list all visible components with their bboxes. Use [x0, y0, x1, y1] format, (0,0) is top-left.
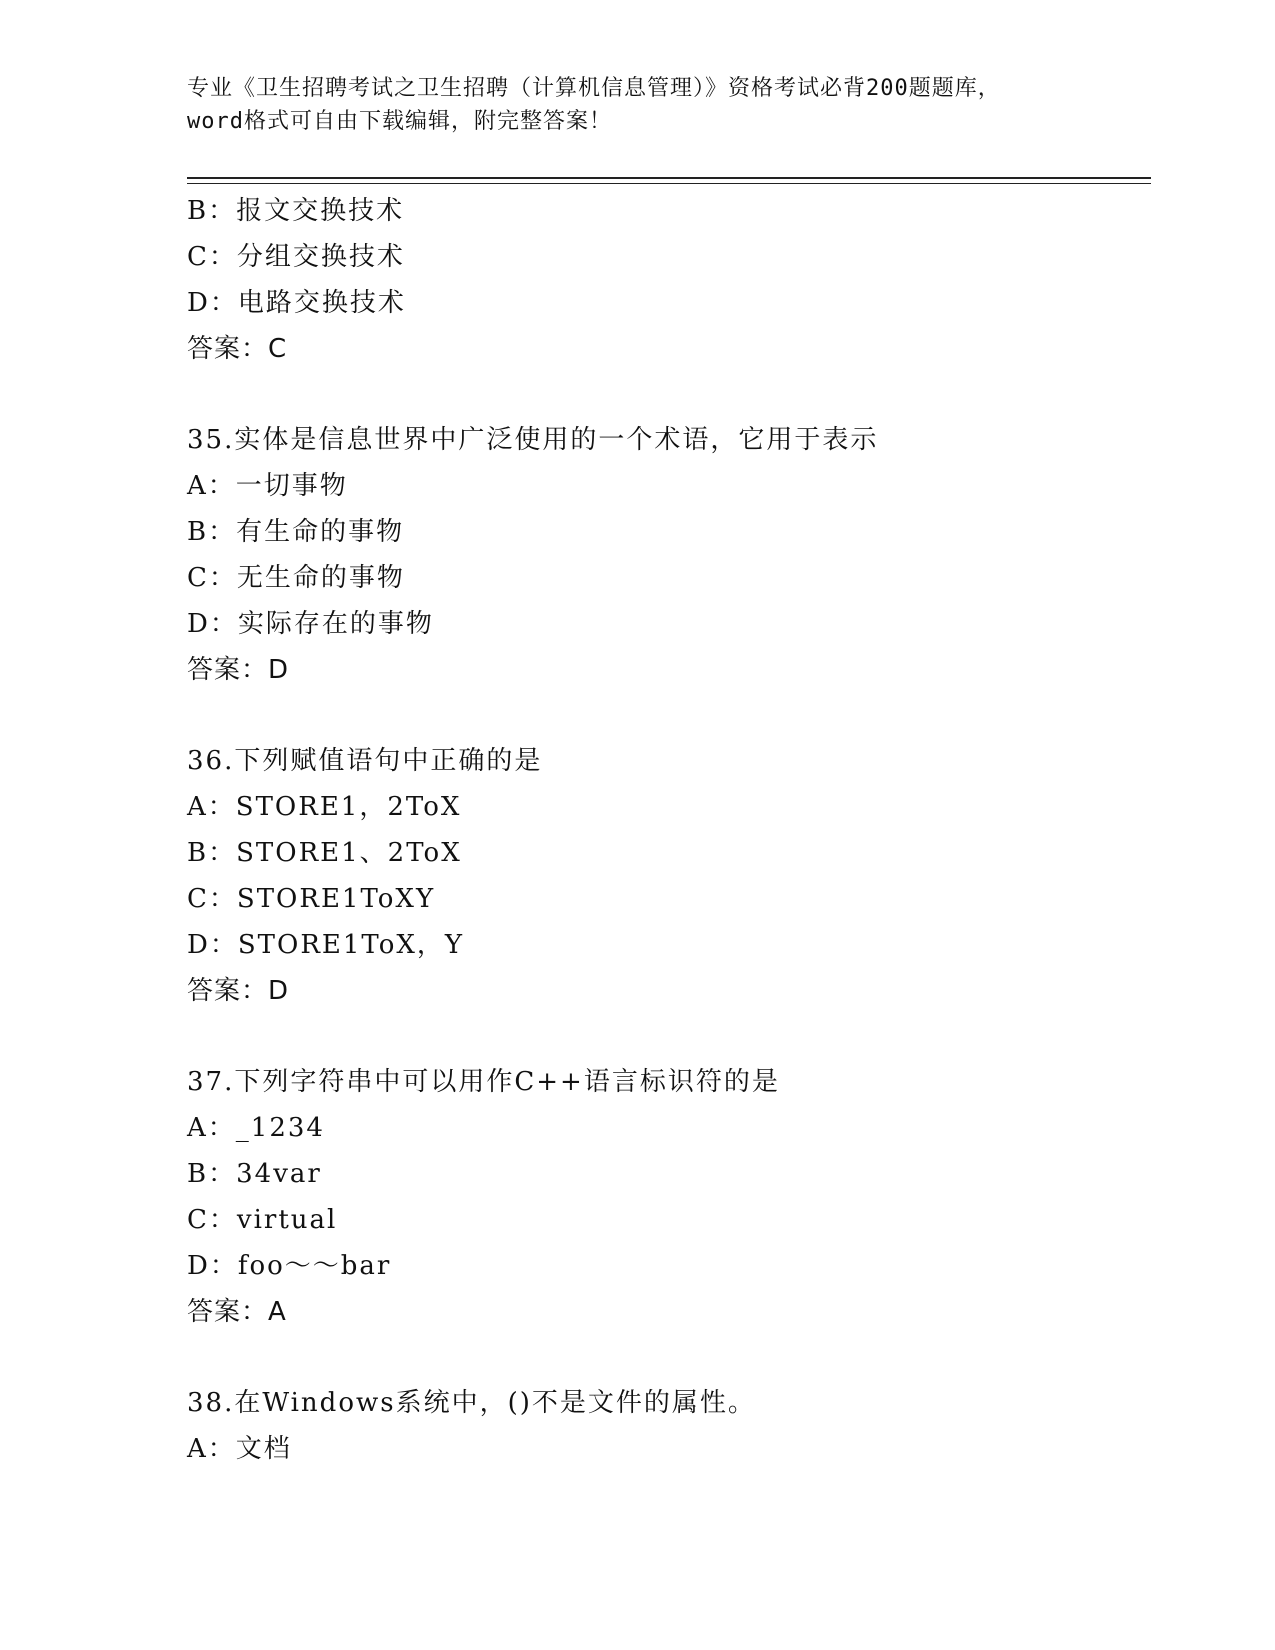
- document-header: [187, 72, 1087, 138]
- option-d: D：STORE1ToX，Y: [187, 930, 465, 960]
- answer-line: 答案：C: [187, 334, 288, 364]
- header-title-line-2: word格式可自由下载编辑，附完整答案！: [187, 109, 612, 134]
- question-gap: [187, 1014, 1147, 1059]
- question-list: [187, 188, 1147, 1472]
- question-stem: 36.下列赋值语句中正确的是: [187, 746, 543, 776]
- option-a: A：STORE1，2ToX: [187, 792, 462, 822]
- question-37: [187, 1059, 1147, 1335]
- option-b: B：STORE1、2ToX: [187, 838, 462, 868]
- question-stem: 35.实体是信息世界中广泛使用的一个术语，它用于表示: [187, 425, 879, 455]
- option-c: C：STORE1ToXY: [187, 884, 436, 914]
- question-35: [187, 417, 1147, 693]
- header-title-line-1: 专业《卫生招聘考试之卫生招聘（计算机信息管理）》资格考试必背200题题库，: [187, 76, 1001, 101]
- question-gap: [187, 693, 1147, 738]
- question-stem: 37.下列字符串中可以用作C++语言标识符的是: [187, 1067, 780, 1097]
- option-c: C：无生命的事物: [187, 563, 405, 593]
- option-b: B：有生命的事物: [187, 517, 405, 547]
- answer-line: 答案：D: [187, 655, 290, 685]
- option-b: B：34var: [187, 1159, 322, 1189]
- question-36: [187, 738, 1147, 1014]
- option-b: B：报文交换技术: [187, 196, 405, 226]
- option-a: A：_1234: [187, 1113, 325, 1143]
- header-rule-thick: [187, 177, 1151, 179]
- question-34-tail: [187, 188, 1147, 372]
- answer-line: 答案：A: [187, 1297, 287, 1327]
- option-c: C：分组交换技术: [187, 242, 405, 272]
- option-a: A：一切事物: [187, 471, 348, 501]
- question-stem: 38.在Windows系统中，()不是文件的属性。: [187, 1388, 756, 1418]
- option-d: D：foo～～bar: [187, 1251, 392, 1281]
- question-38: [187, 1380, 1147, 1472]
- answer-line: 答案：D: [187, 976, 290, 1006]
- header-rule-thin: [187, 183, 1151, 184]
- option-c: C：virtual: [187, 1205, 338, 1235]
- question-gap: [187, 372, 1147, 417]
- option-d: D：实际存在的事物: [187, 609, 434, 639]
- option-a: A：文档: [187, 1434, 292, 1464]
- option-d: D：电路交换技术: [187, 288, 406, 318]
- question-gap: [187, 1335, 1147, 1380]
